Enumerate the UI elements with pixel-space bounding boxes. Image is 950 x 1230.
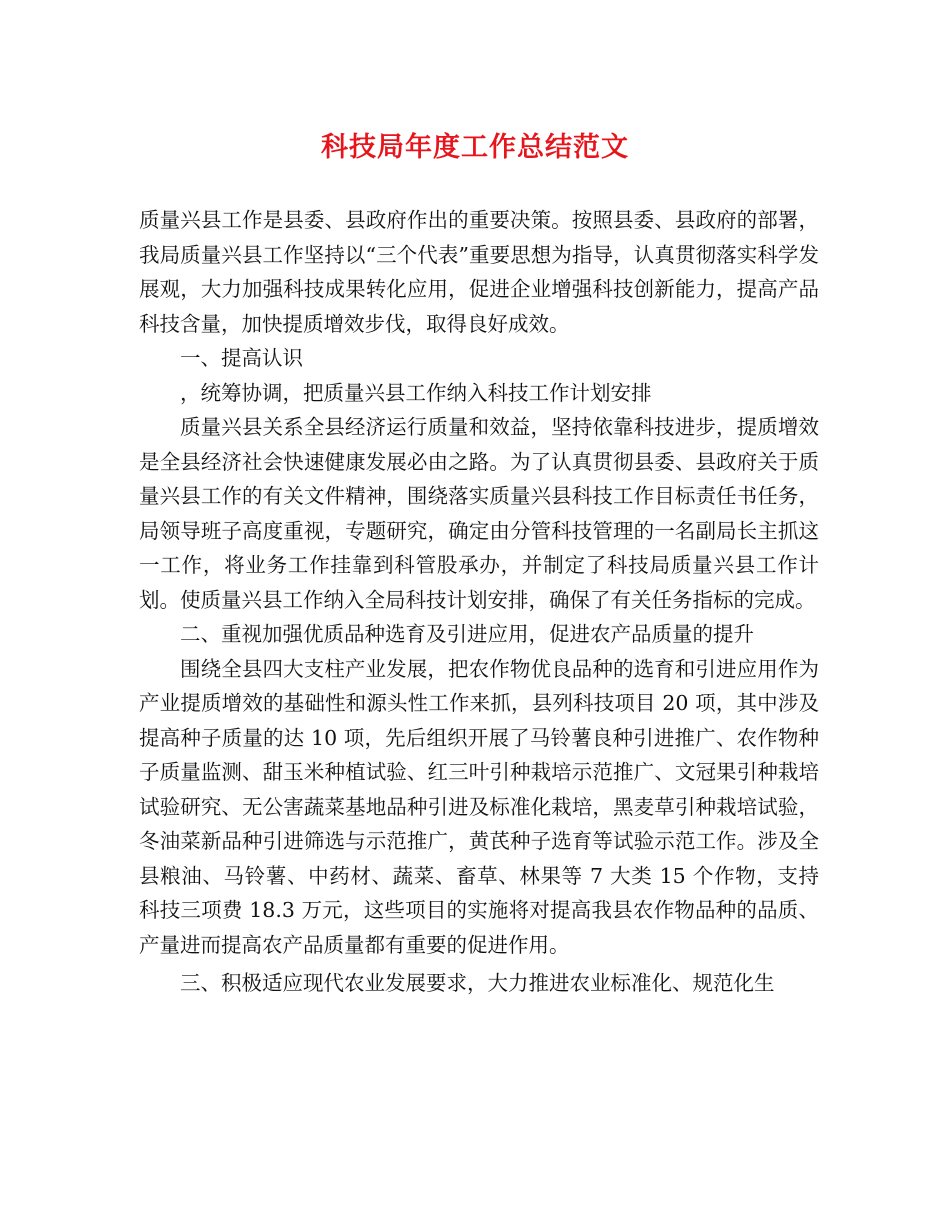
- paragraph-section-1: 质量兴县关系全县经济运行质量和效益，坚持依靠科技进步，提质增效是全县经济社会快速健康发展必由之路。为了认真贯彻县委、县政府关于质量兴县工作的有关文件精神，围绕落实质量兴县科技工作目标责任书任务，局领导班子高度重视，专题研究，确定由分管科技管理的一名副局长主抓这一工作，将业务工作挂靠到科管股承办，并制定了科技局质量兴县工作计划。使质量兴县工作纳入全局科技计划安排，确保了有关任务指标的完成。: [139, 415, 819, 612]
- section-subheading-1: ，统筹协调，把质量兴县工作纳入科技工作计划安排: [180, 380, 652, 405]
- section-heading-2: 二、重视加强优质品种选育及引进应用，促进农产品质量的提升: [180, 622, 754, 646]
- paragraph-intro: 质量兴县工作是县委、县政府作出的重要决策。按照县委、县政府的部署，我局质量兴县工作坚持以“三个代表”重要思想为指导，认真贯彻落实科学发展观，大力加强科技成果转化应用，促进企业增强科技创新能力，提高产品科技含量，加快提质增效步伐，取得良好成效。: [139, 208, 819, 336]
- document-title: 科技局年度工作总结范文: [321, 132, 629, 163]
- document-body: [139, 203, 819, 1001]
- paragraph-section-2: 围绕全县四大支柱产业发展，把农作物优良品种的选育和引进应用作为产业提质增效的基础性和源头性工作来抓，县列科技项目 20 项，其中涉及提高种子质量的达 10 项，先后组织开展了马铃薯良种引进推广、农作物种子质量监测、甜玉米种植试验、红三叶引种栽培示范推广、文冠果引种栽培试验研究、无公害蔬菜基地品种引进及标准化栽培，黑麦草引种栽培试验，冬油菜新品种引进筛选与示范推广，黄芪种子选育等试验示范工作。涉及全县粮油、马铃薯、中药材、蔬菜、畜草、林果等 7 大类 15 个作物，支持科技三项费 18.3 万元，这些项目的实施将对提高我县农作物品种的品质、产量进而提高农产品质量都有重要的促进作用。: [139, 656, 819, 957]
- section-heading-3: 三、积极适应现代农业发展要求，大力推进农业标准化、规范化生: [180, 971, 775, 995]
- section-heading-1: 一、提高认识: [180, 346, 303, 370]
